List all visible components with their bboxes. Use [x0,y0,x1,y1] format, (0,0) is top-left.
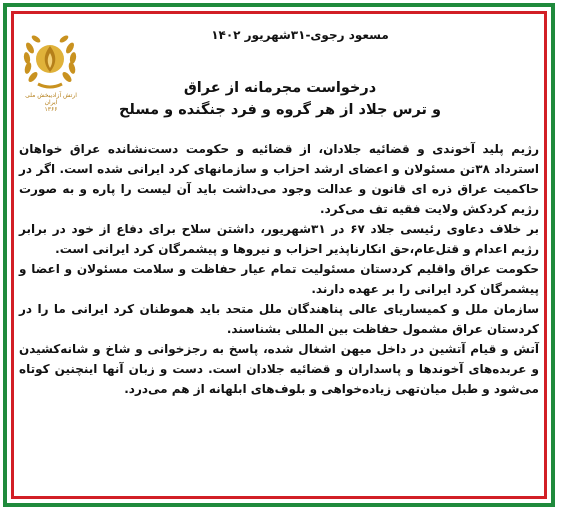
logo-caption-line1: ارتش آزادیبخش ملی ایران [25,92,77,106]
title-line-1: درخواست مجرمانه از عراق [183,80,377,96]
document-title [90,77,470,121]
paragraph: رژیم پلید آخوندی و قضائیه جلادان، از قضائیه و حکومت دست‌نشانده عراق خواهان استرداد ۳۸تن مسئولان و اعضای ارشد احزاب و سازمانهای کرد ایرانی شده است. اگر در حاکمیت عراق ذره ای قانون و عدالت وجود می‌داشت باید آن لیست را پاره و به صورت رژیم کردکش ولایت فقیه تف می‌کرد. [19,142,539,216]
statement-body [19,139,539,399]
paragraph: آتش و قیام آتشین در داخل میهن اشغال شده، پاسخ به رجزخوانی و شاخ و شانه‌کشیدن و عربده‌های آخوندها و پاسداران و قضائیه جلادان است. دست و زبان آنها اینچنین کوتاه می‌شود و طبل میان‌تهی زیاده‌خواهی و بلوف‌های ابلهانه از هم می‌درد. [19,342,539,396]
title-line-2: و ترس جلاد از هر گروه و فرد جنگنده و مسلح [118,102,442,118]
paragraph: بر خلاف دعاوی رئیسی جلاد ۶۷ در ۳۱شهریور، داشتن سلاح برای دفاع از خود در برابر رژیم اعدام و قتل‌عام،حق انکارناپذیر احزاب و نیروها و پیشمرگان کرد ایرانی است. [19,222,539,256]
paragraph: سازمان ملل و کمیساریای عالی پناهندگان ملل متحد باید هموطنان کرد ایرانی ما را در کردستان عراق مشمول حفاظت بین المللی بشناسند. [19,302,539,336]
logo-caption [18,92,84,113]
nla-emblem-logo [20,26,80,96]
logo-caption-line2: ۱۳۶۶ [44,106,58,113]
author-date-line: مسعود رجوی-۳۱شهریور ۱۴۰۲ [211,28,389,42]
paragraph: حکومت عراق واقلیم کردستان مسئولیت تمام عیار حفاظت و سلامت مسئولان و اعضا و پیشمرگان کرد ایرانی را بر عهده دارند. [19,262,539,296]
